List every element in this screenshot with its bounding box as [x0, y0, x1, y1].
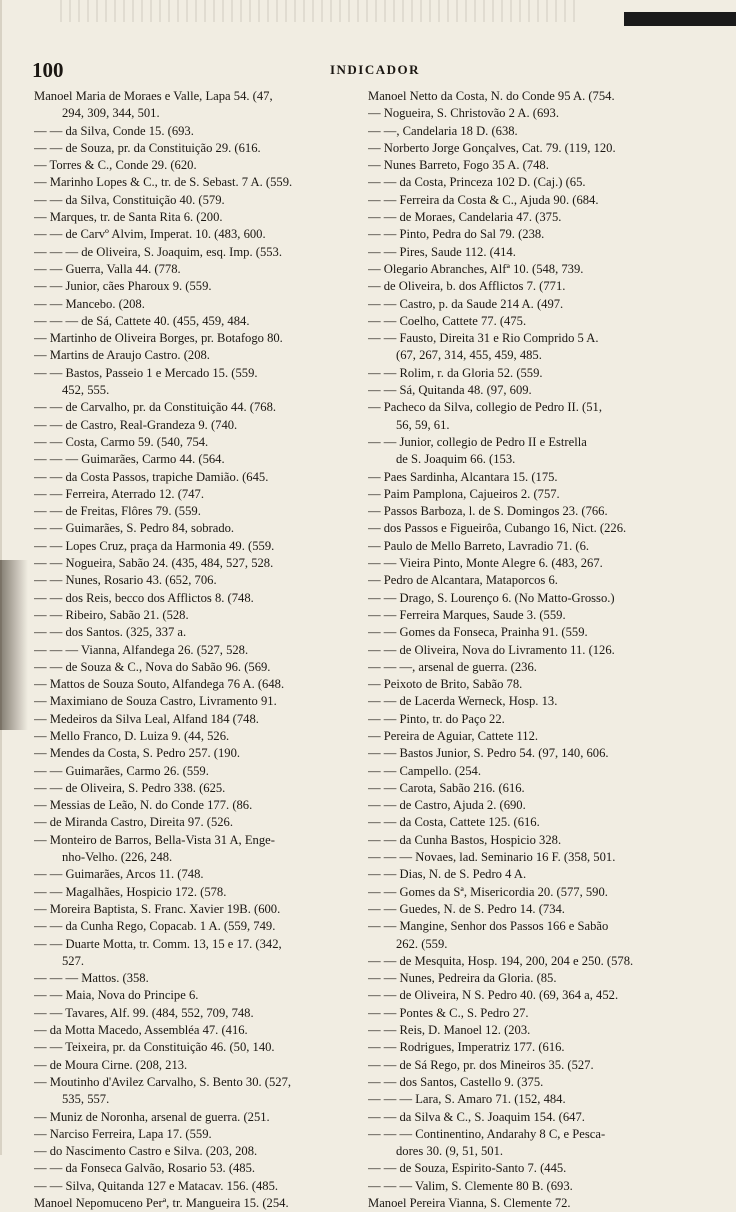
directory-entry-line: Manoel Netto da Costa, N. do Conde 95 A. (754.: [368, 89, 615, 103]
directory-entry-line: — — da Silva, Constituição 40. (579.: [34, 192, 225, 207]
directory-entry-line: — — — de Oliveira, S. Joaquim, esq. Imp. (553.: [34, 244, 282, 259]
binding-shadow: [0, 560, 28, 730]
directory-entry-line: — — de Souza & C., Nova do Sabão 96. (569.: [34, 659, 271, 674]
directory-entry-line: — — Junior, cães Pharoux 9. (559.: [34, 279, 212, 294]
directory-entry-line: — Norberto Jorge Gonçalves, Cat. 79. (119, 120.: [368, 140, 616, 155]
directory-entry-line: — — Duarte Motta, tr. Comm. 13, 15 e 17. (342,: [34, 936, 282, 951]
directory-entry-line: — — Pires, Saude 112. (414.: [368, 244, 516, 259]
directory-entry-line: — — Ferreira da Costa & C., Ajuda 90. (684.: [368, 192, 599, 207]
directory-entry-line: de S. Joaquim 66. (153.: [396, 452, 516, 467]
directory-entry-line: — de Oliveira, b. dos Afflictos 7. (771.: [368, 279, 566, 294]
directory-entry-line: — — Vieira Pinto, Monte Alegre 6. (483, 267.: [368, 556, 603, 571]
directory-entry-line: — — — Lara, S. Amaro 71. (152, 484.: [368, 1092, 566, 1107]
directory-entry-line: — — Nogueira, Sabão 24. (435, 484, 527, 528.: [34, 556, 274, 571]
directory-entry-line: nho-Velho. (226, 248.: [62, 850, 173, 865]
directory-entry-line: — — Pontes & C., S. Pedro 27.: [368, 1005, 529, 1020]
directory-entry-line: — de Moura Cirne. (208, 213.: [34, 1057, 188, 1072]
directory-entry-line: — — Guimarães, Carmo 26. (559.: [34, 763, 209, 778]
directory-entry-line: 262. (559.: [396, 936, 448, 951]
directory-entry-line: 452, 555.: [62, 383, 110, 398]
directory-entry-line: — — Junior, collegio de Pedro II e Estrella: [368, 434, 587, 449]
left-column: [34, 88, 374, 1212]
directory-entry-line: — do Nascimento Castro e Silva. (203, 208.: [34, 1144, 258, 1159]
directory-entry-line: — — Dias, N. de S. Pedro 4 A.: [368, 867, 527, 882]
directory-entry-line: 527.: [62, 953, 85, 968]
directory-entry-line: — Marques, tr. de Santa Rita 6. (200.: [34, 210, 223, 225]
directory-entry-line: — Monteiro de Barros, Bella-Vista 31 A, Enge-: [34, 832, 275, 847]
directory-entry-line: dores 30. (9, 51, 501.: [396, 1144, 504, 1159]
directory-entry-line: — — de Oliveira, S. Pedro 338. (625.: [34, 780, 226, 795]
directory-entry-line: — — de Mesquita, Hosp. 194, 200, 204 e 250. (578.: [368, 953, 634, 968]
directory-entry-line: — — da Costa Passos, trapiche Damião. (645.: [34, 469, 269, 484]
directory-entry-line: — Olegario Abranches, Alfª 10. (548, 739.: [368, 261, 584, 276]
directory-entry-line: — Moreira Baptista, S. Franc. Xavier 19B. (600.: [34, 901, 281, 916]
directory-entry-line: — — Teixeira, pr. da Constituição 46. (50, 140.: [34, 1040, 275, 1055]
directory-entry-line: — — — Valim, S. Clemente 80 B. (693.: [368, 1178, 573, 1193]
directory-entry-line: — — de Castro, Real-Grandeza 9. (740.: [34, 417, 238, 432]
directory-entry-line: — — Costa, Carmo 59. (540, 754.: [34, 434, 209, 449]
directory-entry-line: — Pacheco da Silva, collegio de Pedro II. (51,: [368, 400, 602, 415]
directory-entry-line: — — da Fonseca Galvão, Rosario 53. (485.: [34, 1161, 256, 1176]
directory-entry-line: — Maximiano de Souza Castro, Livramento 91.: [34, 694, 277, 709]
directory-entry-line: — — Guimarães, Arcos 11. (748.: [34, 867, 204, 882]
directory-entry-line: — — da Silva, Conde 15. (693.: [34, 123, 194, 138]
directory-entry-line: — —, Candelaria 18 D. (638.: [368, 123, 518, 138]
directory-entry-line: — — de Carvº Alvim, Imperat. 10. (483, 600.: [34, 227, 266, 242]
directory-entry-line: 294, 309, 344, 501.: [62, 106, 160, 121]
directory-entry-line: — — Ferreira, Aterrado 12. (747.: [34, 486, 204, 501]
directory-entry-line: — — de Souza, pr. da Constituição 29. (616.: [34, 140, 261, 155]
directory-entry-line: — — Rodrigues, Imperatriz 177. (616.: [368, 1040, 565, 1055]
directory-entry-line: — Muniz de Noronha, arsenal de guerra. (251.: [34, 1109, 270, 1124]
directory-entry-line: 535, 557.: [62, 1092, 110, 1107]
directory-entry-line: — — Carota, Sabão 216. (616.: [368, 780, 525, 795]
directory-entry-line: — — de Moraes, Candelaria 47. (375.: [368, 210, 562, 225]
directory-entry-line: — — Bastos, Passeio 1 e Mercado 15. (559.: [34, 365, 258, 380]
directory-entry-line: Manoel Maria de Moraes e Valle, Lapa 54. (47,: [34, 89, 273, 103]
directory-entry-line: — Mendes da Costa, S. Pedro 257. (190.: [34, 746, 241, 761]
directory-entry-line: — — da Cunha Rego, Copacab. 1 A. (559, 749.: [34, 919, 276, 934]
directory-entry-line: — — de Lacerda Werneck, Hosp. 13.: [368, 694, 558, 709]
directory-entry-line: — — Guerra, Valla 44. (778.: [34, 261, 181, 276]
directory-entry-line: — — — Continentino, Andarahy 8 C, e Pesca-: [368, 1126, 606, 1141]
directory-entry-line: — — Reis, D. Manoel 12. (203.: [368, 1023, 531, 1038]
directory-entry-line: — — Pinto, tr. do Paço 22.: [368, 711, 505, 726]
directory-entry-line: — — — Guimarães, Carmo 44. (564.: [34, 452, 225, 467]
running-title: INDICADOR: [329, 62, 421, 77]
directory-entry-line: — — de Freitas, Flôres 79. (559.: [34, 504, 201, 519]
directory-entry-line: — — — Mattos. (358.: [34, 971, 149, 986]
directory-entry-line: 56, 59, 61.: [396, 417, 450, 432]
directory-entry-line: — Paim Pamplona, Cajueiros 2. (757.: [368, 486, 560, 501]
directory-entry-line: — — da Costa, Cattete 125. (616.: [368, 815, 540, 830]
directory-entry-line: — — dos Santos. (325, 337 a.: [34, 625, 187, 640]
directory-entry-line: — de Miranda Castro, Direita 97. (526.: [34, 815, 234, 830]
directory-entry-line: — — Lopes Cruz, praça da Harmonia 49. (559.: [34, 538, 275, 553]
directory-entry-line: — — Sá, Quitanda 48. (97, 609.: [368, 383, 532, 398]
directory-entry-line: — — da Costa, Princeza 102 D. (Caj.) (65.: [368, 175, 586, 190]
directory-entry-line: — — Mangine, Senhor dos Passos 166 e Sabão: [368, 919, 609, 934]
right-column: [368, 88, 708, 1212]
directory-entry-line: — — de Oliveira, Nova do Livramento 11. (126.: [368, 642, 615, 657]
directory-entry-line: — Narciso Ferreira, Lapa 17. (559.: [34, 1126, 212, 1141]
print-noise: [60, 0, 580, 22]
directory-entry-line: — — Fausto, Direita 31 e Rio Comprido 5 A.: [368, 331, 599, 346]
directory-entry-line: — — Nunes, Pedreira da Gloria. (85.: [368, 971, 557, 986]
directory-entry-line: — dos Passos e Figueirôa, Cubango 16, Nict. (226.: [368, 521, 627, 536]
directory-entry-line: — — Castro, p. da Saude 214 A. (497.: [368, 296, 564, 311]
directory-entry-line: (67, 267, 314, 455, 459, 485.: [396, 348, 542, 363]
directory-entry-line: — — Gomes da Sª, Misericordia 20. (577, 590.: [368, 884, 608, 899]
directory-entry-line: — Mattos de Souza Souto, Alfandega 76 A. (648.: [34, 677, 285, 692]
directory-entry-line: — — de Carvalho, pr. da Constituição 44. (768.: [34, 400, 277, 415]
directory-entry-line: — — Nunes, Rosario 43. (652, 706.: [34, 573, 217, 588]
directory-entry-line: — — de Oliveira, N S. Pedro 40. (69, 364 a, 452.: [368, 988, 619, 1003]
directory-entry-line: — — de Souza, Espirito-Santo 7. (445.: [368, 1161, 567, 1176]
directory-entry-line: — Passos Barboza, l. de S. Domingos 23. (766.: [368, 504, 608, 519]
directory-entry-line: — — — Novaes, lad. Seminario 16 F. (358, 501.: [368, 850, 616, 865]
directory-entry-line: — — Magalhães, Hospicio 172. (578.: [34, 884, 227, 899]
directory-entry-line: — — de Sá Rego, pr. dos Mineiros 35. (527.: [368, 1057, 594, 1072]
directory-entry-line: — Paulo de Mello Barreto, Lavradio 71. (6.: [368, 538, 590, 553]
directory-entry-line: — — Campello. (254.: [368, 763, 481, 778]
directory-entry-line: — Pedro de Alcantara, Mataporcos 6.: [368, 573, 558, 588]
directory-entry-line: — Mello Franco, D. Luiza 9. (44, 526.: [34, 728, 230, 743]
directory-entry-line: — — Tavares, Alf. 99. (484, 552, 709, 748.: [34, 1005, 254, 1020]
directory-entry-line: — — Bastos Junior, S. Pedro 54. (97, 140, 606.: [368, 746, 609, 761]
directory-entry-line: — — Pinto, Pedra do Sal 79. (238.: [368, 227, 545, 242]
directory-entry-line: — Moutinho d'Avilez Carvalho, S. Bento 30. (527,: [34, 1074, 292, 1089]
directory-entry-line: — Marinho Lopes & C., tr. de S. Sebast. 7 A. (559.: [34, 175, 293, 190]
directory-entry-line: — — Rolim, r. da Gloria 52. (559.: [368, 365, 543, 380]
directory-entry-line: — Messias de Leão, N. do Conde 177. (86.: [34, 798, 253, 813]
directory-entry-line: Manoel Nepomuceno Perª, tr. Mangueira 15. (254.: [34, 1196, 289, 1210]
directory-entry-line: — — Guedes, N. de S. Pedro 14. (734.: [368, 901, 565, 916]
directory-entry-line: — — —, arsenal de guerra. (236.: [368, 659, 537, 674]
directory-entry-line: — — — Vianna, Alfandega 26. (527, 528.: [34, 642, 249, 657]
directory-entry-line: — — de Castro, Ajuda 2. (690.: [368, 798, 526, 813]
directory-entry-line: — — da Silva & C., S. Joaquim 154. (647.: [368, 1109, 585, 1124]
directory-entry-line: — — dos Reis, becco dos Afflictos 8. (748.: [34, 590, 254, 605]
directory-entry-line: — — Ribeiro, Sabão 21. (528.: [34, 607, 189, 622]
directory-entry-line: — — da Cunha Bastos, Hospicio 328.: [368, 832, 562, 847]
directory-entry-line: — Paes Sardinha, Alcantara 15. (175.: [368, 469, 558, 484]
directory-entry-line: — — Ferreira Marques, Saude 3. (559.: [368, 607, 566, 622]
directory-entry-line: — — Silva, Quitanda 127 e Matacav. 156. (485.: [34, 1178, 279, 1193]
directory-entry-line: — — Guimarães, S. Pedro 84, sobrado.: [34, 521, 235, 536]
directory-entry-line: — — Drago, S. Lourenço 6. (No Matto-Grosso.): [368, 590, 615, 605]
directory-entry-line: — Peixoto de Brito, Sabão 78.: [368, 677, 523, 692]
directory-entry-line: — — Gomes da Fonseca, Prainha 91. (559.: [368, 625, 588, 640]
directory-entry-line: — — Mancebo. (208.: [34, 296, 145, 311]
directory-entry-line: — Torres & C., Conde 29. (620.: [34, 158, 197, 173]
directory-entry-line: — Martinho de Oliveira Borges, pr. Botafogo 80.: [34, 331, 283, 346]
directory-entry-line: — — dos Santos, Castello 9. (375.: [368, 1074, 544, 1089]
page-header: [30, 58, 720, 84]
directory-entry-line: — Medeiros da Silva Leal, Alfand 184 (748.: [34, 711, 259, 726]
directory-entry-line: — Martins de Araujo Castro. (208.: [34, 348, 210, 363]
directory-entry-line: Manoel Pereira Vianna, S. Clemente 72.: [368, 1196, 571, 1210]
directory-entry-line: — Nunes Barreto, Fogo 35 A. (748.: [368, 158, 549, 173]
directory-entry-line: — Pereira de Aguiar, Cattete 112.: [368, 728, 539, 743]
directory-entry-line: — da Motta Macedo, Assembléa 47. (416.: [34, 1023, 248, 1038]
page-number: 100: [32, 58, 64, 82]
directory-entry-line: — — Coelho, Cattete 77. (475.: [368, 313, 527, 328]
directory-entry-line: — — Maia, Nova do Principe 6.: [34, 988, 199, 1003]
directory-entry-line: — — — de Sá, Cattete 40. (455, 459, 484.: [34, 313, 250, 328]
directory-entry-line: — Nogueira, S. Christovão 2 A. (693.: [368, 106, 559, 121]
ink-blot: [624, 12, 736, 26]
